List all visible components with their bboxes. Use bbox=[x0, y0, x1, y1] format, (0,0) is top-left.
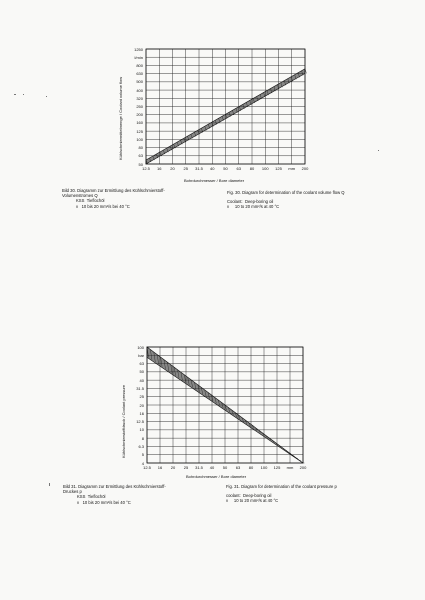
chart2-x-tick-label: 20 bbox=[170, 465, 176, 470]
chart1-y-axis-label: Kühlschmiermittelmenge / Coolant volume flow bbox=[118, 76, 123, 160]
chart1-y-tick-label: l/min bbox=[134, 54, 143, 60]
chart2-x-tick-label: 25 bbox=[183, 465, 189, 470]
chart2-y-axis-label: Kühlschmierstoffdruck / Coolant pressure bbox=[121, 384, 126, 458]
chart2-x-tick-label: 200 bbox=[299, 465, 307, 470]
chart2-y-tick-label: 100 bbox=[137, 344, 144, 350]
chart2-y-tick-label: 63 bbox=[139, 361, 144, 367]
chart2-y-tick-label: 50 bbox=[139, 369, 144, 375]
chart1-y-tick-label: 100 bbox=[136, 136, 143, 142]
chart2-y-tick-label: 10 bbox=[139, 427, 144, 433]
fig31-kss-val: Tieflochöl bbox=[87, 494, 106, 500]
fig30-en-nu-val: 10 to 20 mm²/s at 40 °C bbox=[234, 204, 280, 210]
fig31-de-caption bbox=[63, 484, 166, 505]
chart2-y-tick-label: 40 bbox=[139, 377, 144, 383]
fig30-en-title: Fig. 30. Diagram for determination of the coolant volume flow Q bbox=[227, 190, 345, 195]
chart1-x-tick-label: 125 bbox=[275, 166, 282, 171]
chart2-y-tick-label: 8 bbox=[141, 435, 144, 441]
scan-speck bbox=[23, 94, 24, 95]
fig31-en-caption bbox=[226, 484, 337, 504]
fig30-de-title-2: Volumenstromes Q bbox=[62, 193, 98, 199]
chart1-x-tick-label: 200 bbox=[301, 166, 309, 171]
chart2-y-tick-label: 25 bbox=[139, 394, 144, 400]
chart2-y-tick-label: 12.5 bbox=[136, 419, 144, 425]
fig31-nu-val: 10 bis 20 mm²/s bei 40 °C bbox=[82, 499, 131, 505]
fig31-nu-key: ν bbox=[77, 499, 80, 505]
fig31-coolant-val: Deep-boring oil bbox=[243, 493, 272, 499]
chart1-x-tick-label: 20 bbox=[170, 166, 175, 171]
scan-speck bbox=[378, 150, 379, 151]
fig31-en-nu-val: 10 to 20 mm²/s at 40 °C bbox=[233, 498, 279, 504]
fig30-kss-key: KSS bbox=[76, 198, 85, 204]
chart1-y-tick-label: 50 bbox=[138, 161, 143, 167]
chart2-x-axis-label: Bohrdurchmesser / Bore diameter bbox=[186, 474, 247, 479]
chart1-y-tick-label: 320 bbox=[136, 95, 143, 101]
scan-speck bbox=[14, 94, 16, 95]
chart2-y-tick-label: 6.3 bbox=[138, 443, 144, 449]
chart1-x-tick-label: 50 bbox=[223, 166, 228, 171]
chart2-x-tick-label: 100 bbox=[260, 465, 268, 470]
chart2-x-tick-label: 40 bbox=[209, 465, 215, 470]
chart1-x-tick-label: mm bbox=[288, 166, 296, 171]
chart1-y-tick-label: 630 bbox=[136, 71, 143, 77]
fig31-en-nu-key: ν bbox=[226, 498, 229, 504]
chart2-y-tick-label: 31.5 bbox=[136, 385, 144, 391]
chart2-y-tick-label: bar bbox=[138, 352, 144, 358]
chart1-y-tick-label: 500 bbox=[136, 79, 143, 85]
fig31-coolant-key: coolant: bbox=[226, 493, 241, 499]
chart1-y-tick-label: 63 bbox=[138, 153, 143, 159]
chart1-y-tick-label: 800 bbox=[136, 62, 143, 68]
chart2-y-tick-label: 16 bbox=[139, 410, 144, 416]
chart1-y-tick-label: 1250 bbox=[134, 46, 143, 52]
fig31-de-title: Bild 31. Diagramm zur Ermittlung des Kühlschmierstoff- bbox=[63, 484, 166, 489]
chart1-x-tick-label: 100 bbox=[261, 166, 269, 171]
chart2-y-tick-label: 5 bbox=[141, 452, 144, 458]
chart2-y-tick-label: 20 bbox=[139, 402, 144, 408]
chart1-y-tick-label: 200 bbox=[136, 112, 143, 118]
fig30-de-title: Bild 30. Diagramm zur Ermittlung des Kühlschmierstoff- bbox=[62, 188, 165, 193]
fig30-coolant-val: Deep-boring oil bbox=[244, 199, 274, 205]
chart2-x-tick-label: 125 bbox=[273, 465, 281, 470]
chart2-x-tick-label: 12.5 bbox=[143, 465, 151, 470]
chart2-x-tick-label: 63 bbox=[235, 465, 241, 470]
chart1-x-tick-label: 63 bbox=[236, 166, 241, 171]
chart2-x-tick-label: 80 bbox=[248, 465, 254, 470]
chart1-x-tick-label: 80 bbox=[249, 166, 255, 171]
chart1-y-tick-label: 400 bbox=[136, 87, 143, 93]
chart2-x-tick-label: 16 bbox=[157, 465, 163, 470]
fig31-en-title: Fig. 31. Diagram for determination of the coolant pressure p bbox=[226, 484, 337, 489]
fig31-de-title-2: Druckes p bbox=[63, 489, 82, 495]
chart2-x-tick-label: mm bbox=[286, 465, 294, 470]
fig30-kss-val: Tieflochöl bbox=[86, 198, 105, 204]
chart2-x-tick-label: 31.5 bbox=[195, 465, 203, 470]
chart1-x-tick-label: 16 bbox=[157, 166, 162, 171]
scan-speck bbox=[46, 96, 47, 97]
chart1-y-tick-label: 250 bbox=[136, 104, 143, 109]
chart1-x-tick-label: 12.5 bbox=[142, 166, 150, 171]
fig30-en-nu-key: ν bbox=[227, 204, 230, 210]
fig30-nu-key: ν bbox=[76, 203, 79, 209]
fig31-kss-key: KSS bbox=[77, 494, 86, 500]
chart1-y-tick-label: 125 bbox=[136, 128, 143, 134]
chart1-x-tick-label: 31.5 bbox=[195, 166, 203, 171]
chart1-y-tick-label: 80 bbox=[138, 145, 143, 151]
chart2-y-tick-label: 4 bbox=[141, 460, 144, 466]
chart1-x-tick-label: 40 bbox=[210, 166, 215, 171]
chart1-x-tick-label: 25 bbox=[183, 166, 188, 171]
fig30-coolant-key: Coolant: bbox=[227, 199, 243, 205]
chart1-x-axis-label: Bohrdurchmesser / Bore diameter bbox=[184, 178, 245, 183]
chart1-y-tick-label: 160 bbox=[136, 120, 143, 126]
chart2-x-tick-label: 50 bbox=[222, 465, 228, 470]
fig30-nu-val: 10 bis 20 mm²/s bei 40 °C bbox=[81, 203, 130, 209]
scan-speck bbox=[49, 483, 50, 486]
